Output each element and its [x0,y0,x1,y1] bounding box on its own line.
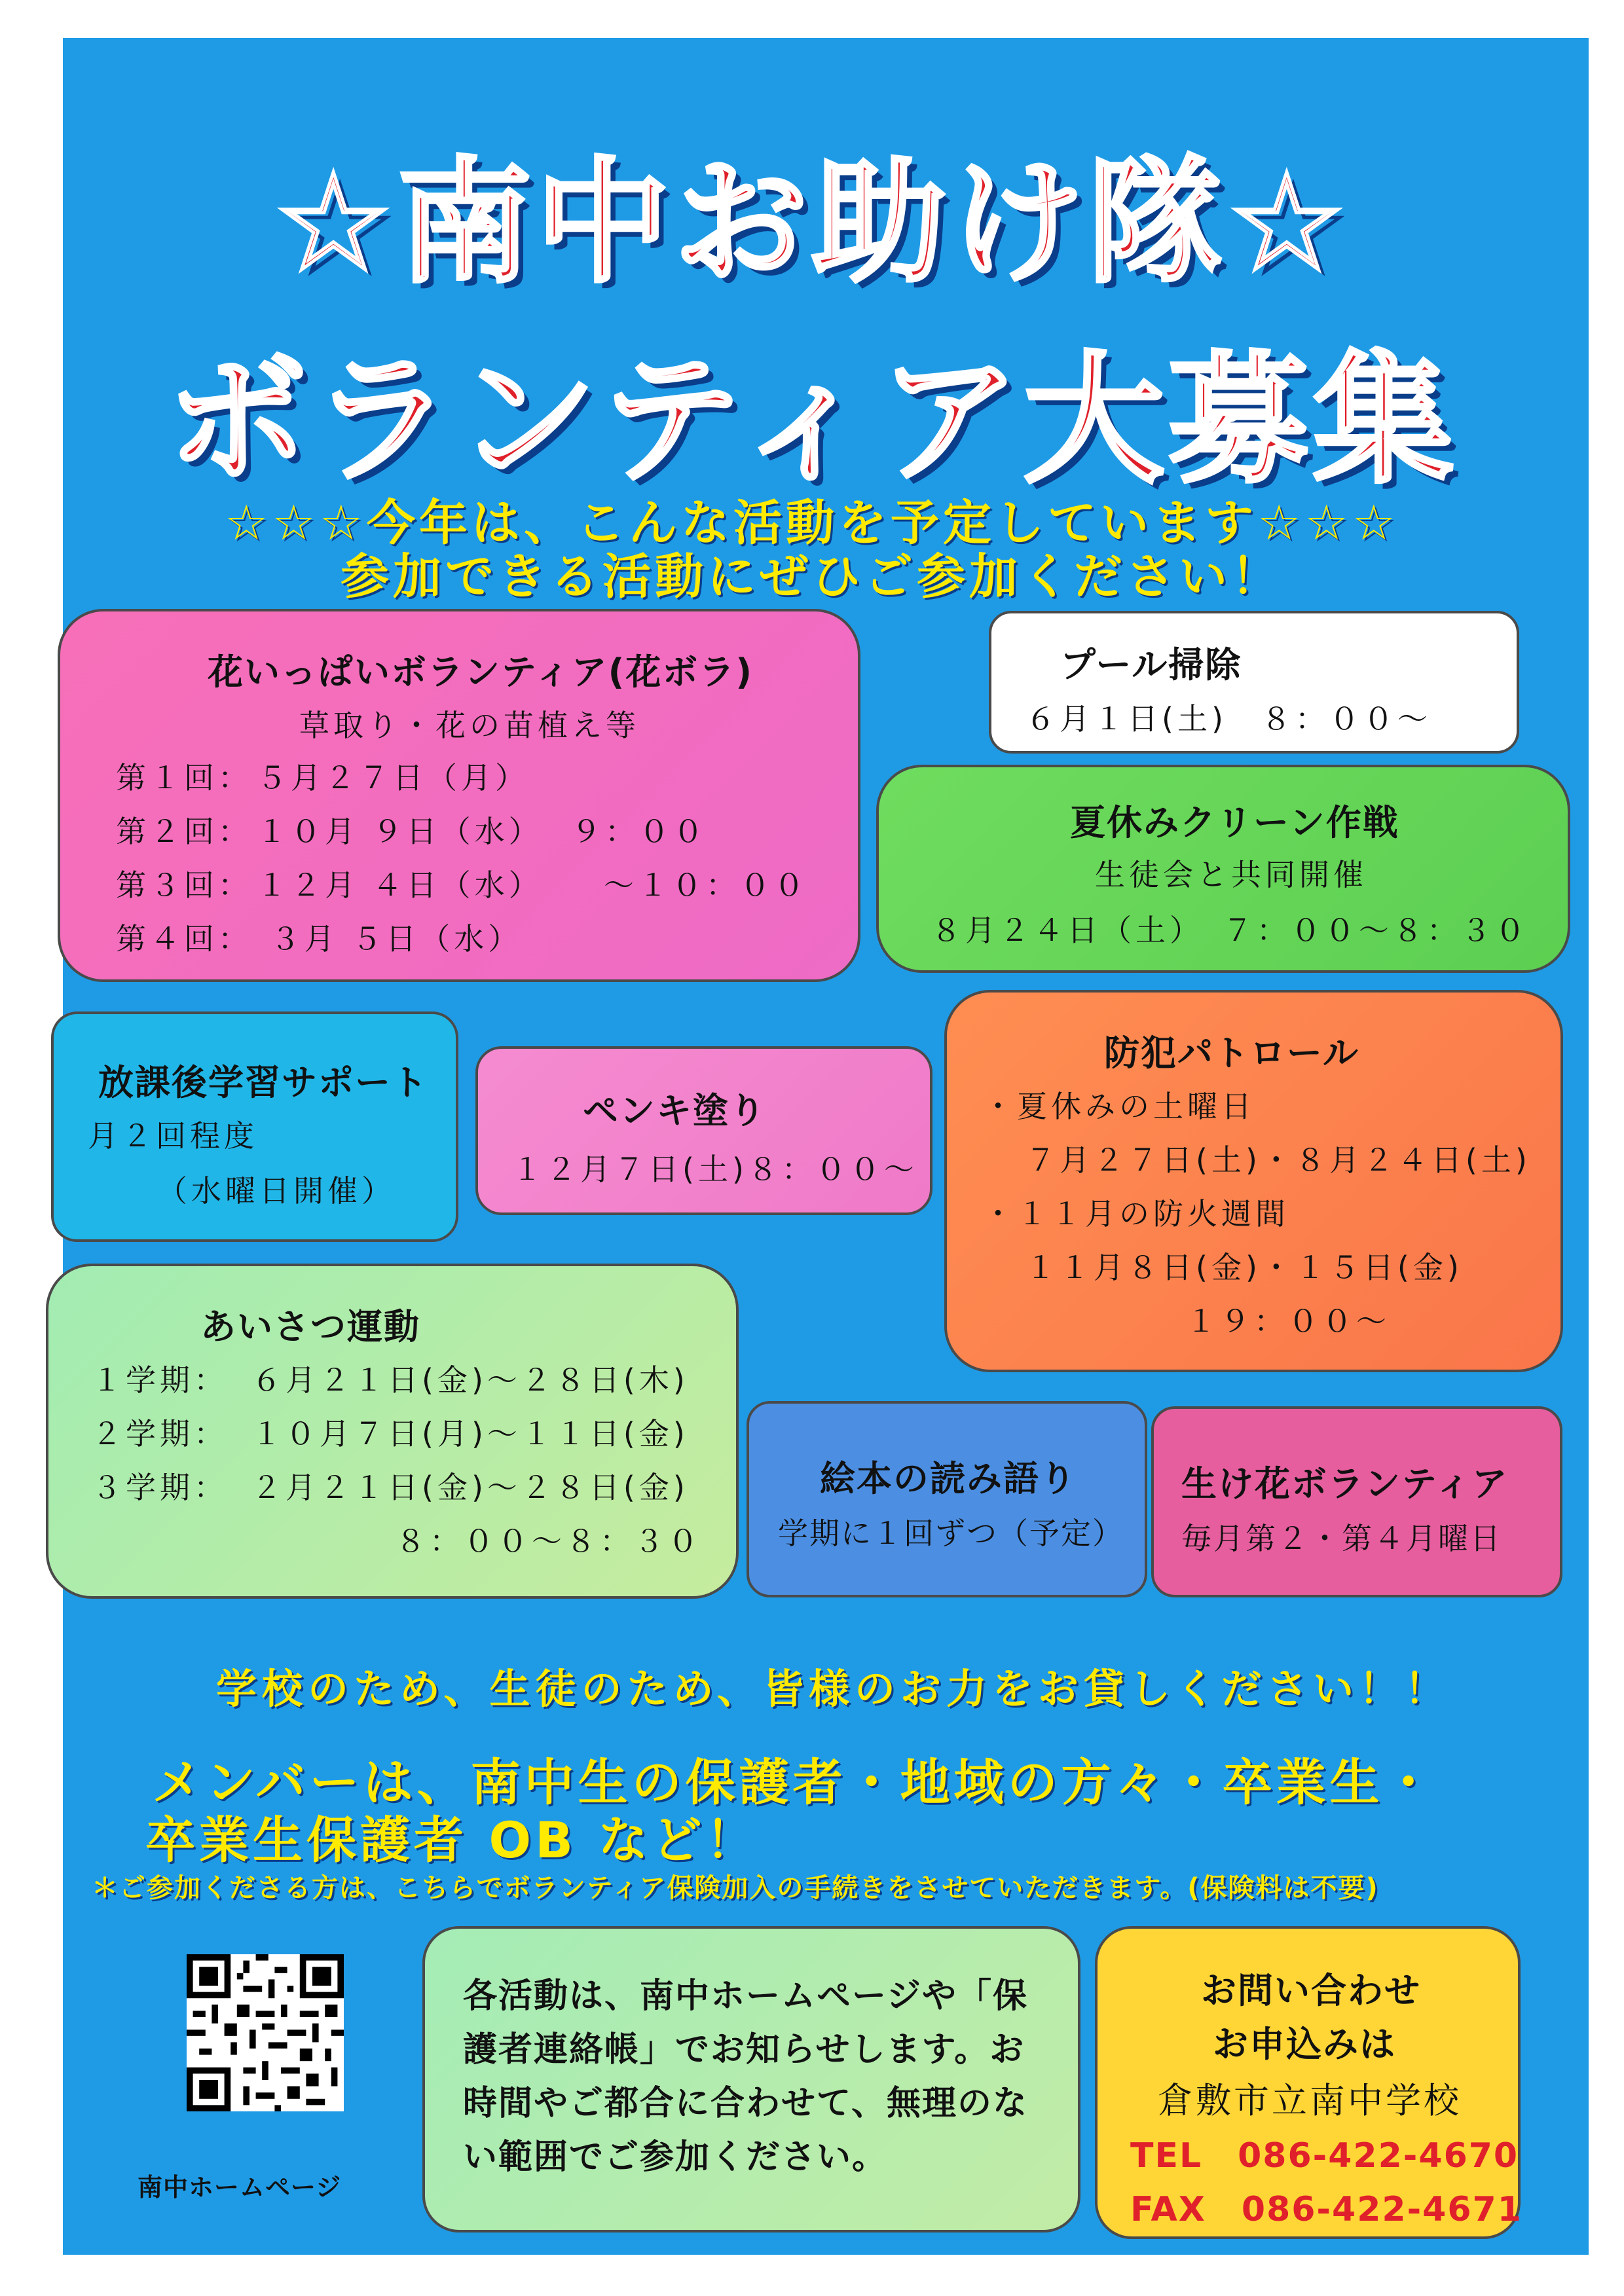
greeting-row-2-term: ２学期： [92,1416,228,1451]
hanabora-row-1-date: ５月２７日（月） [257,760,529,795]
contact-box [1095,1926,1521,2239]
lead-line-2: 参加できる活動にぜひご参加ください！ [341,549,1283,605]
contact-title-2: お申込みは [1213,2024,1396,2065]
contact-school: 倉敷市立南中学校 [1158,2080,1462,2121]
activity-greeting [46,1264,739,1599]
hanabora-subtitle: 草取り・花の苗植え等 [299,708,640,743]
greeting-title: あいさつ運動 [200,1306,420,1347]
contact-title-1: お問い合わせ [1201,1970,1421,2011]
hanabora-title: 花いっぱいボランティア(花ボラ) [208,651,754,693]
greeting-row-2-dates: １０月７日(月)～１１日(金) [251,1416,689,1451]
hanabora-row-1-label: 第１回： [116,760,252,795]
hanabora-row-3-time: ～１０：００ [604,867,808,903]
hanabora-row-4-date: ３月 ５日（水） [257,921,523,957]
hanabora-row-2-date: １０月 ９日（水） [257,814,543,849]
patrol-line-5: １９：００～ [1186,1303,1390,1339]
pool-date: ６月１日(土) ８：００～ [1025,701,1431,737]
greeting-row-1-term: １学期： [92,1362,228,1398]
greeting-row-1-dates: ６月２１日(金)～２８日(木) [251,1362,689,1398]
ikebana-schedule: 毎月第２・第４月曜日 [1181,1521,1502,1556]
patrol-line-4: １１月８日(金)・１５日(金) [1025,1250,1463,1285]
activity-crime-patrol [944,990,1563,1372]
info-box [422,1926,1080,2232]
paint-date: １２月７日(土)８：００～ [512,1152,918,1187]
activity-ikebana [1151,1406,1562,1597]
hanabora-row-3-label: 第３回： [116,867,252,903]
patrol-title: 防犯パトロール [1104,1032,1359,1074]
info-line-2: 護者連絡帳」でお知らせします。お [463,2030,1025,2069]
study-support-day: （水曜日開催） [157,1173,396,1209]
activity-hanabora [58,609,860,982]
activity-picture-book [747,1401,1147,1597]
patrol-line-1: ・夏休みの土曜日 [983,1089,1255,1124]
activity-paint [475,1046,932,1215]
qr-label: 南中ホームページ [138,2173,342,2202]
summer-clean-title: 夏休みクリーン作戦 [1070,802,1399,843]
activity-pool-cleaning [989,611,1519,754]
picture-book-title: 絵本の読み語り [820,1458,1077,1499]
hanabora-row-2-time: ９：００ [571,814,707,849]
title-volunteer-recruitment: ボランティア大募集 [166,338,1458,502]
study-support-title: 放課後学習サポート [98,1062,428,1103]
contact-fax: FAX 086-422-4671 [1130,2190,1522,2229]
contact-tel[interactable]: TEL 086-422-4670 [1130,2136,1519,2176]
ikebana-title: 生け花ボランティア [1181,1463,1509,1504]
patrol-line-3: ・１１月の防火週間 [983,1196,1289,1231]
title-otasuketai: ☆南中お助け隊☆ [273,145,1351,301]
paint-title: ペンキ塗り [583,1090,766,1131]
hanabora-row-2-label: 第２回： [116,814,252,849]
patrol-line-2: ７月２７日(土)・８月２４日(土) [1025,1142,1531,1178]
qr-code-image [187,1954,344,2111]
greeting-time: ８：００～８：３０ [396,1523,702,1559]
insurance-note: ＊ご参加くださる方は、こちらでボランティア保険加入の手続きをさせていただきます。(保険料は不要) [92,1873,1379,1903]
info-line-4: い範囲でご参加ください。 [463,2138,888,2177]
summer-clean-date: ８月２４日（土） ７：００～８：３０ [931,913,1529,948]
qr-code[interactable] [187,1954,344,2111]
greeting-row-3-dates: ２月２１日(金)～２８日(金) [251,1470,689,1505]
picture-book-schedule: 学期に１回ずつ（予定） [778,1516,1124,1551]
summer-clean-note: 生徒会と共同開催 [1095,857,1367,892]
appeal-line: 学校のため、生徒のため、皆様のお力をお貸しください！！ [216,1665,1451,1713]
lead-line-1: ☆☆☆今年は、こんな活動を予定しています☆☆☆ [224,495,1400,551]
pool-title: プール掃除 [1060,644,1242,685]
activity-study-support [51,1011,458,1242]
members-line-1: メンバーは、南中生の保護者・地域の方々・卒業生・ [152,1753,1437,1812]
activity-summer-clean [876,765,1570,973]
info-line-3: 時間やご都合に合わせて、無理のな [463,2084,1028,2123]
info-line-1: 各活動は、南中ホームページや「保 [463,1977,1028,2016]
hanabora-row-3-date: １２月 ４日（水） [257,867,543,903]
study-support-frequency: 月２回程度 [88,1118,258,1154]
members-line-2: 卒業生保護者 OB など！ [145,1811,760,1869]
hanabora-row-4-label: 第４回： [116,921,252,957]
greeting-row-3-term: ３学期： [92,1470,228,1505]
